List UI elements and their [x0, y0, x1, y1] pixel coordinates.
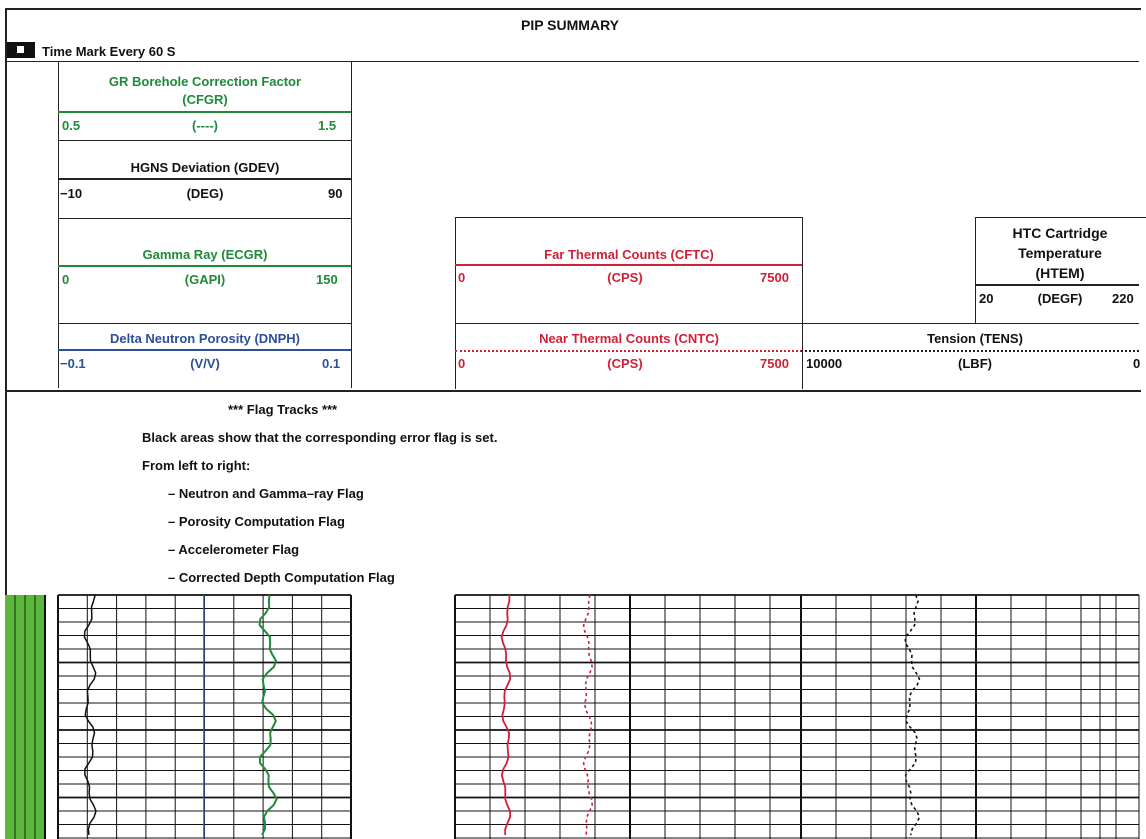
tens-scale-line: [801, 350, 1139, 352]
flag-tracks-heading: *** Flag Tracks ***: [228, 402, 338, 417]
gdev-name: HGNS Deviation (GDEV): [130, 160, 280, 175]
notes-frame-left: [5, 388, 7, 595]
dnph-scale-left: −0.1: [60, 356, 86, 371]
tens-scale-left: 10000: [806, 356, 843, 371]
tens-scale-right: 0: [1133, 356, 1141, 371]
cntc-scale-left: 0: [458, 356, 466, 371]
tens-unit: (LBF): [958, 356, 992, 371]
cftc-name: Far Thermal Counts (CFTC): [544, 247, 714, 262]
gdev-unit: (DEG): [186, 186, 224, 201]
cfgr-bottom-rule: [58, 140, 351, 141]
htem-name-line2: Temperature: [1018, 245, 1102, 261]
cftc-scale-line: [455, 264, 802, 266]
cntc-scale-line: [455, 350, 802, 352]
ecgr-name: Gamma Ray (ECGR): [142, 247, 268, 262]
htem-name-line1: HTC Cartridge: [1012, 225, 1108, 241]
flag-item-4: – Corrected Depth Computation Flag: [168, 570, 395, 585]
ecgr-scale-left: 0: [62, 272, 70, 287]
time-mark-rule: [5, 61, 1139, 62]
page-title: PIP SUMMARY: [520, 17, 619, 33]
time-mark-label: Time Mark Every 60 S: [42, 44, 176, 59]
cfgr-scale-left: 0.5: [62, 118, 81, 133]
htem-scale-right: 220: [1112, 291, 1134, 306]
ecgr-unit: (GAPI): [184, 272, 226, 287]
dnph-scale-right: 0.1: [322, 356, 341, 371]
htem-scale-line: [975, 284, 1139, 286]
tens-top-rule: [801, 323, 1139, 324]
gdev-bottom-rule: [58, 218, 351, 219]
htem-name-line3: (HTEM): [1035, 265, 1085, 281]
track3-mid-rule: [455, 323, 802, 324]
flag-item-1: – Neutron and Gamma–ray Flag: [168, 486, 364, 501]
cfgr-name: GR Borehole Correction Factor: [108, 74, 302, 89]
flag-item-2: – Porosity Computation Flag: [168, 514, 345, 529]
dnph-scale-line: [58, 349, 351, 351]
htem-unit: (DEGF): [1037, 291, 1083, 306]
cfgr-scale-line: [58, 111, 351, 113]
flag-tracks-description: Black areas show that the corresponding error flag is set.: [142, 430, 498, 445]
cftc-curve: [502, 595, 511, 835]
cntc-curve: [584, 595, 593, 835]
dnph-unit: (V/V): [190, 356, 220, 371]
ecgr-scale-line: [58, 265, 351, 267]
htem-scale-left: 20: [979, 291, 994, 306]
tens-curve: [905, 595, 919, 835]
log-grid: [0, 595, 1139, 839]
cfgr-unit: (----): [192, 118, 218, 133]
ecgr-bottom-rule: [58, 323, 351, 324]
tens-name: Tension (TENS): [927, 331, 1023, 346]
cftc-scale-right: 7500: [760, 270, 789, 285]
cftc-scale-left: 0: [458, 270, 466, 285]
flag-item-3: – Accelerometer Flag: [168, 542, 300, 557]
gdev-scale-line: [58, 178, 351, 180]
time-mark-icon: [7, 42, 35, 58]
dnph-name: Delta Neutron Porosity (DNPH): [110, 331, 300, 346]
cntc-name: Near Thermal Counts (CNTC): [539, 331, 719, 346]
gdev-scale-left: −10: [60, 186, 83, 201]
cftc-unit: (CPS): [607, 270, 643, 285]
cfgr-scale-right: 1.5: [318, 118, 337, 133]
cntc-unit: (CPS): [607, 356, 643, 371]
cntc-scale-right: 7500: [760, 356, 789, 371]
ecgr-curve: [260, 595, 277, 835]
gdev-scale-right: 90: [328, 186, 343, 201]
ecgr-scale-right: 150: [316, 272, 338, 287]
cfgr-name-mnemonic: (CFGR): [182, 92, 228, 107]
gdev-curve: [84, 595, 96, 835]
flag-tracks-order-label: From left to right:: [142, 458, 251, 473]
track1-right-border: [351, 61, 352, 388]
